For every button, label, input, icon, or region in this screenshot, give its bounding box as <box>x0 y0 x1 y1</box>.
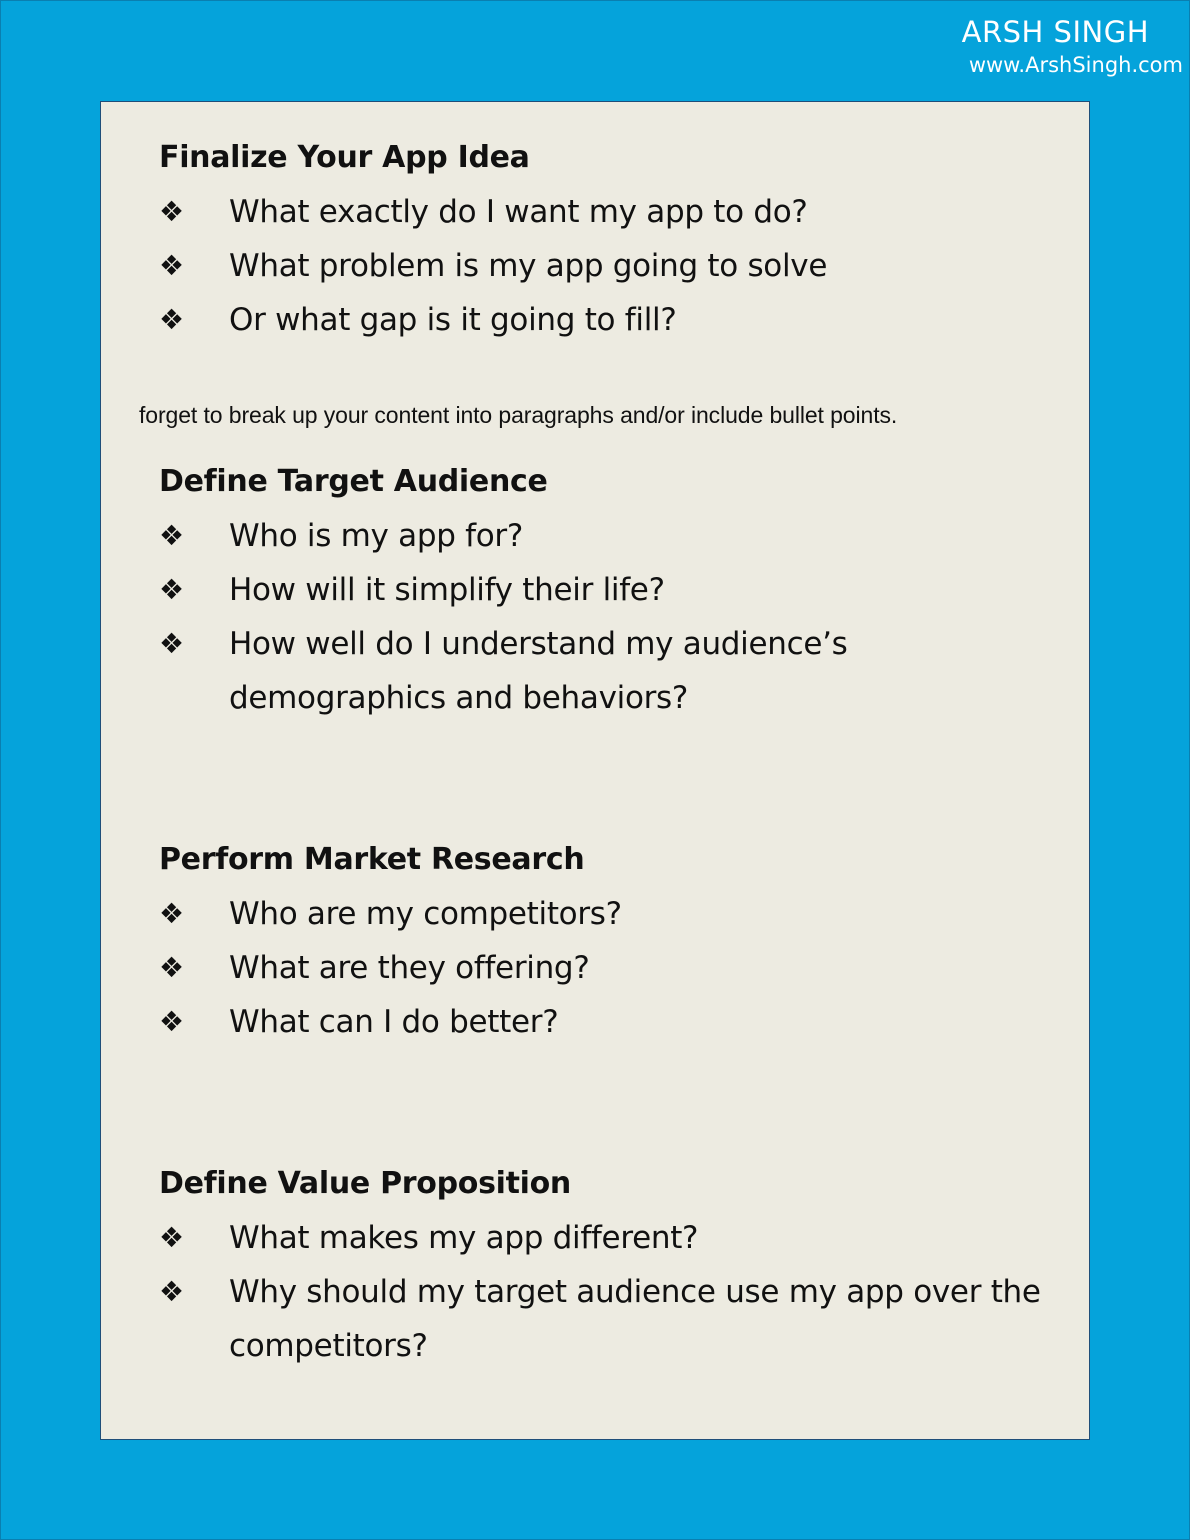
list-item: ❖ Who are my competitors? <box>159 887 1049 941</box>
diamond-bullet-icon: ❖ <box>159 897 184 930</box>
content-card <box>100 101 1090 1440</box>
diamond-bullet-icon: ❖ <box>159 1005 184 1038</box>
diamond-bullet-icon: ❖ <box>159 1275 184 1308</box>
list-item: ❖ Why should my target audience use my app over the competitors? <box>159 1265 1049 1373</box>
list-item: ❖ What exactly do I want my app to do? <box>159 185 1049 239</box>
section-target-audience <box>159 462 1049 725</box>
list-item: ❖ How will it simplify their life? <box>159 563 1049 617</box>
diamond-bullet-icon: ❖ <box>159 627 184 660</box>
section-market-research <box>159 840 1049 1049</box>
list-item: ❖ What are they offering? <box>159 941 1049 995</box>
section-heading: Define Target Audience <box>159 464 548 499</box>
section-finalize-app-idea <box>159 138 1049 347</box>
list-item: ❖ What makes my app different? <box>159 1211 1049 1265</box>
list-item: ❖ What problem is my app going to solve <box>159 239 1049 293</box>
stray-note-text: forget to break up your content into paragraphs and/or include bullet points. <box>139 402 898 428</box>
diamond-bullet-icon: ❖ <box>159 249 184 282</box>
diamond-bullet-icon: ❖ <box>159 1221 184 1254</box>
list-item: ❖ What can I do better? <box>159 995 1049 1049</box>
section-heading: Finalize Your App Idea <box>159 140 530 175</box>
diamond-bullet-icon: ❖ <box>159 303 184 336</box>
list-item: ❖ Who is my app for? <box>159 509 1049 563</box>
brand-block <box>962 13 1183 79</box>
section-heading: Perform Market Research <box>159 842 585 877</box>
list-item: ❖ How well do I understand my audience’s demographics and behaviors? <box>159 617 1049 725</box>
website-url[interactable]: www.ArshSingh.com <box>968 53 1183 77</box>
diamond-bullet-icon: ❖ <box>159 519 184 552</box>
author-name: ARSH SINGH <box>961 15 1149 49</box>
diamond-bullet-icon: ❖ <box>159 573 184 606</box>
section-heading: Define Value Proposition <box>159 1166 571 1201</box>
list-item: ❖ Or what gap is it going to fill? <box>159 293 1049 347</box>
diamond-bullet-icon: ❖ <box>159 195 184 228</box>
diamond-bullet-icon: ❖ <box>159 951 184 984</box>
section-value-proposition <box>159 1164 1049 1373</box>
